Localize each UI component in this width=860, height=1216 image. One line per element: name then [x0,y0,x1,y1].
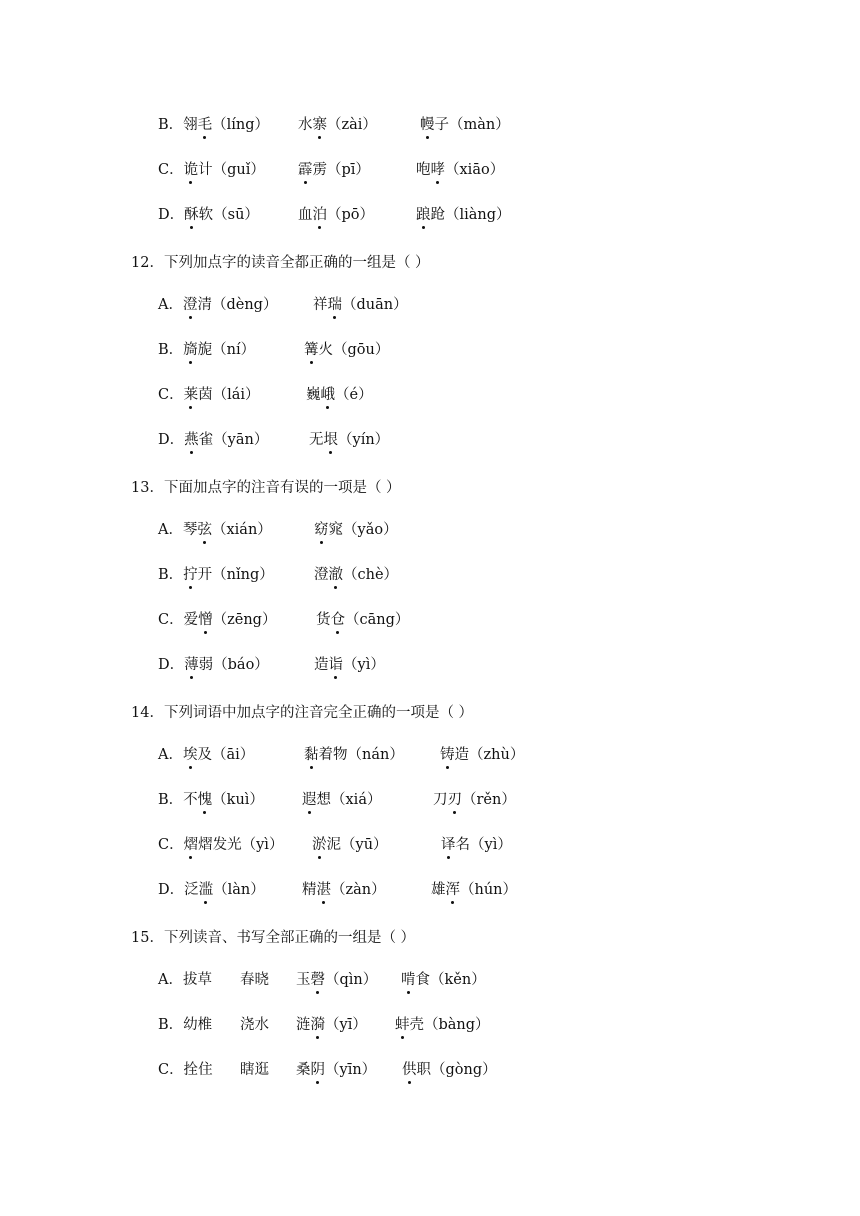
text-run: D． [158,207,185,223]
text-run: A． [158,747,183,763]
text-run: 15．下列读音、书写全部正确的一组是（ ） [131,930,416,946]
dotted-character: 仓 [330,612,345,628]
text-run: 泥（yū） [326,837,388,853]
text-run: （rěn） [462,792,516,808]
option-term [298,115,377,135]
text-run: B．幼椎 [158,1017,213,1033]
option-term [314,655,385,675]
dotted-character: 愧 [197,792,213,808]
text-run: （zēng） [212,612,277,628]
text-run: 14．下列词语中加点字的注音完全正确的一项是（ ） [131,705,474,721]
text-run: 弱（báo） [198,657,269,673]
text-run: 精 [302,882,317,898]
dotted-character: 滥 [198,882,214,898]
option-term [316,610,409,630]
option-term [158,1015,212,1035]
text-run: 涟 [296,1017,311,1033]
option-term [158,520,272,540]
text-run: （pō） [327,207,375,223]
dotted-character: 啃 [401,972,416,988]
text-run: 软（sū） [198,207,259,223]
text-run: （é） [335,387,373,403]
option-term [395,1015,490,1035]
text-run: （xián） [211,522,272,538]
option-term [296,1015,367,1035]
text-run: 名（yì） [455,837,512,853]
dotted-character: 湛 [316,882,331,898]
option-term [158,970,212,990]
dotted-character: 霹 [298,162,313,178]
option-term [158,655,269,675]
option-term [158,1060,213,1080]
option-term [309,430,389,450]
text-run: （duān） [342,297,408,313]
dotted-character: 弦 [197,522,212,538]
dotted-character: 遐 [302,792,317,808]
text-run: （chè） [343,567,399,583]
dotted-character: 垠 [323,432,338,448]
option-term [433,790,516,810]
text-run: 职（gòng） [416,1062,497,1078]
dotted-character: 漪 [310,1017,325,1033]
option-term [131,928,415,948]
dotted-character: 拧 [183,567,198,583]
text-run: 浇水 [240,1017,269,1033]
option-term [240,1060,269,1080]
text-run: B．翎 [158,117,198,133]
dotted-character: 寨 [312,117,327,133]
dotted-character: 诣 [328,657,343,673]
option-term [441,835,512,855]
text-run: 清（dèng） [197,297,278,313]
text-run: 着物（nán） [318,747,404,763]
text-run: 造（zhù） [454,747,525,763]
text-run: D． [158,432,185,448]
option-term [158,340,255,360]
option-term [131,478,401,498]
text-run: C． [158,837,184,853]
dotted-character: 薄 [184,657,199,673]
dotted-character: 浑 [445,882,460,898]
option-term [401,970,486,990]
dotted-character: 峨 [320,387,335,403]
option-term [158,295,277,315]
option-term [296,970,377,990]
text-run: （làn） [213,882,265,898]
option-term [158,430,268,450]
dotted-character: 埃 [182,747,198,763]
option-term [306,385,373,405]
option-term [304,340,389,360]
text-run: B．不 [158,792,198,808]
text-run: 食（kěn） [415,972,486,988]
dotted-character: 诡 [183,162,199,178]
text-run: 熠发光（yì） [198,837,284,853]
text-run: 桑 [296,1062,311,1078]
option-term [298,160,370,180]
option-term [420,115,510,135]
option-term [158,790,264,810]
dotted-character: 铸 [440,747,455,763]
option-term [314,565,398,585]
text-run: 瞎逛 [240,1062,269,1078]
dotted-character: 憎 [198,612,213,628]
text-run: 壳（bàng） [409,1017,490,1033]
text-run: 雳（pī） [312,162,370,178]
text-run: 跄（liàng） [430,207,511,223]
text-run: （zàn） [331,882,386,898]
option-term [314,520,398,540]
dotted-character: 篝 [304,342,319,358]
text-run: （qìn） [325,972,378,988]
text-run: （yín） [338,432,390,448]
dotted-character: 踉 [416,207,431,223]
text-run: C．拴住 [158,1062,213,1078]
option-term [298,205,374,225]
dotted-character: 澄 [182,297,198,313]
option-term [304,745,404,765]
text-run: 水 [298,117,313,133]
text-run: （kuì） [212,792,264,808]
text-run: 玉 [296,972,311,988]
text-run: D． [158,657,185,673]
dotted-character: 窈 [314,522,329,538]
text-run: （zài） [327,117,377,133]
dotted-character: 澈 [328,567,343,583]
option-term [158,385,260,405]
option-term [302,880,386,900]
dotted-character: 酥 [184,207,199,223]
option-term [296,1060,376,1080]
text-run: （hún） [460,882,518,898]
option-term [158,835,283,855]
text-run: A．琴 [158,522,198,538]
text-run: 窕（yǎo） [328,522,398,538]
option-term [158,880,265,900]
option-term [158,565,274,585]
text-run: 无 [309,432,324,448]
text-run: D．泛 [158,882,199,898]
option-term [158,745,254,765]
option-term [240,970,269,990]
text-run: 及（āi） [197,747,255,763]
text-run: 春晓 [240,972,269,988]
dotted-character: 幔 [420,117,435,133]
option-term [302,790,381,810]
option-term [158,205,259,225]
text-run: 血 [298,207,313,223]
option-term [240,1015,269,1035]
text-run: 想（xiá） [316,792,382,808]
dotted-character: 燕 [184,432,199,448]
dotted-character: 莱 [183,387,199,403]
dotted-character: 瑞 [327,297,342,313]
text-run: （yì） [343,657,385,673]
dotted-character: 供 [402,1062,417,1078]
text-run: 雀（yān） [198,432,269,448]
text-run: 13．下面加点字的注音有误的一项是（ ） [131,480,401,496]
text-run: （cāng） [345,612,410,628]
option-term [131,703,473,723]
text-run: A．拔草 [158,972,212,988]
text-run: （xiāo） [445,162,505,178]
dotted-character: 旖 [183,342,198,358]
text-run: 12．下列加点字的读音全都正确的一组是（ ） [131,255,430,271]
text-run: B． [158,342,184,358]
option-term [158,610,276,630]
option-term [131,253,430,273]
text-run: 雄 [431,882,446,898]
option-term [416,160,504,180]
dotted-character: 刃 [447,792,462,808]
text-run: A． [158,297,183,313]
dotted-character: 黏 [304,747,319,763]
option-term [440,745,524,765]
text-run: C． [158,162,184,178]
option-term [158,160,265,180]
option-term [416,205,511,225]
text-run: B． [158,567,184,583]
dotted-character: 泊 [312,207,327,223]
text-run: C． [158,387,184,403]
option-term [158,115,269,135]
text-run: 刀 [433,792,448,808]
dotted-character: 阴 [310,1062,325,1078]
text-run: （líng） [212,117,270,133]
text-run: 造 [314,657,329,673]
dotted-character: 蚌 [395,1017,410,1033]
text-run: 子（màn） [434,117,510,133]
dotted-character: 熠 [183,837,199,853]
text-run: 茵（lái） [198,387,260,403]
text-run: （yīn） [325,1062,377,1078]
text-run: C．爱 [158,612,199,628]
text-run: 火（gōu） [318,342,390,358]
text-run: 开（nǐng） [197,567,274,583]
dotted-character: 毛 [197,117,213,133]
dotted-character: 哮 [430,162,445,178]
dotted-character: 磬 [310,972,325,988]
text-run: 计（guǐ） [198,162,265,178]
text-run: 旎（ní） [197,342,256,358]
text-run: 咆 [416,162,431,178]
option-term [312,835,388,855]
text-run: （yī） [325,1017,367,1033]
text-run: 货 [316,612,331,628]
text-run: 澄 [314,567,329,583]
option-term [402,1060,497,1080]
option-term [313,295,408,315]
text-run: 祥 [313,297,328,313]
dotted-character: 译 [441,837,456,853]
dotted-character: 淤 [312,837,327,853]
option-term [431,880,517,900]
text-run: 巍 [306,387,321,403]
